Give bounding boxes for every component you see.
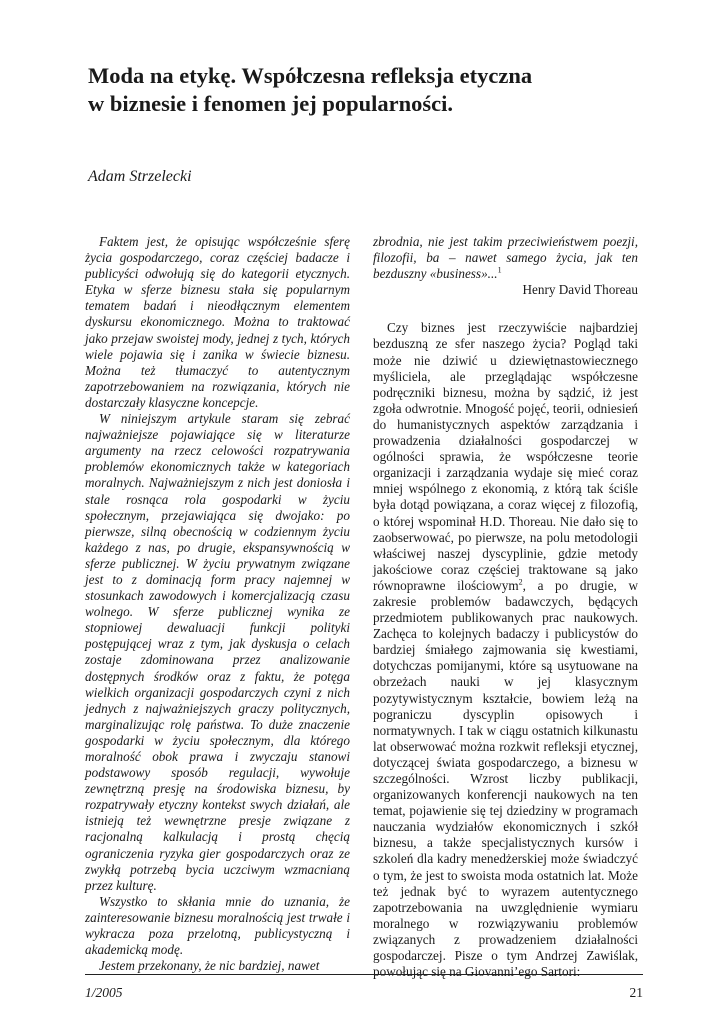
left-column	[85, 234, 350, 974]
issue-number: 1/2005	[85, 985, 123, 1000]
left-paragraph-3: Wszystko to skłania mnie do uznania, że zainteresowanie biznesu moralnością jest trwałe i wykracza poza przelotną, publicystyczną i akademicką modę.	[85, 893, 350, 958]
footer-divider	[85, 974, 643, 975]
left-paragraph-2: W niniejszym artykule staram się zebrać najważniejsze pojawiające się w literaturze argumenty na rzecz celowości rozpatrywania problemów ekonomicznych także w kategoriach moralnych. Najważniejszym z nich jest doniosła i stale rosnąca rola gospodarki w życiu społecznym, przejawiająca się dwojako: po pierwsze, silną obecnością w codziennym życiu każdego z nas, po drugie, ekspansywnością w sferze publicznej. W życiu prywatnym związane jest to z dominacją form pracy najemnej w stosunkach zawodowych i komercjalizacją czasu wolnego. W sferze publicznej wynika ze stopniowej dewaluacji funkcji polityki postępującej wraz z tym, jak dyskusja o celach zostaje zdominowana przez analizowanie dostępnych środków oraz z faktu, że potęga wielkich organizacji gospodarczych czyni z nich jednych z najważniejszych graczy politycznych, marginalizując rolę państwa. To duże znaczenie gospodarki w życiu społecznym, dla którego moralność obok prawa i zwyczaju stanowi podstawowy sposób regulacji, wywołuje zewnętrzną presję na środowiska biznesu, by rozpatrywały etyczny kontekst swych działań, ale istnieją też wewnętrzne presje związane z racjonalną kalkulacją i prostą chęcią ograniczenia ryzyka gier gospodarczych oraz ze zwykłą potrzebą bycia uczciwym wzmacnianą przez kulturę.	[85, 411, 350, 893]
title-line-2: w biznesie i fenomen jej popularności.	[88, 91, 453, 116]
left-paragraph-1: Faktem jest, że opisując współcześnie sferę życia gospodarczego, coraz częściej badacze i publicyści odwołują się do kategorii etycznych. Etyka w sferze biznesu stała się popularnym tematem badań i nieodłącznym elementem dyskursu ekonomicznego. Można to traktować jako przejaw swoistej mody, jednej z tych, których wiele pojawia się i zanika w świecie biznesu. Można też tłumaczyć to autentycznym zapotrzebowaniem na rozwiązania, których nie dostarczały klasyczne koncepcje.	[85, 234, 350, 410]
footnote-ref-2[interactable]: 2	[518, 577, 523, 587]
right-paragraph-1-part-2: , a po drugie, w zakresie problemów badawczych, będących przedmiotem publikowanych prac naukowych. Zachęca to kolejnych badaczy i publicystów do bardziej śmiałego zajmowania się kwestiami, dotychczas pomijanymi, które są usytuowane na obrzeżach nauki w jej klasycznym pozytywistycznym kształcie, bowiem leżą na pograniczu dyscyplin opisowych i normatywnych. I tak w ciągu ostatnich kilkunastu lat obserwować można rozkwit refleksji etycznej, dotyczącej świata gospodarczego, a biznesu w szczególności. Wzrost liczby publikacji, organizowanych konferencji naukowych na ten temat, pojawienie się tej dziedziny w programach nauczania wydziałów ekonomicznych i szkół biznesu, a także specjalistycznych kursów i szkoleń dla kadry menedżerskiej może świadczyć o tym, że jest to swoista moda ostatnich lat. Może też jednak być to wyrazem autentycznego zapotrzebowania na uwzględnienie wymiaru moralnego w rozwiązywaniu problemów związanych z prowadzeniem działalności gospodarczej. Pisze o tym Andrzej Zawiślak, powołując się na Giovanni’ego Sartori:	[373, 577, 638, 980]
footnote-ref-1[interactable]: 1	[497, 265, 502, 275]
title-line-1: Moda na etykę. Współczesna refleksja etyczna	[88, 63, 533, 88]
left-paragraph-4: Jestem przekonany, że nic bardziej, nawet	[99, 958, 320, 974]
article-title	[88, 62, 648, 118]
page-number: 21	[629, 985, 643, 1000]
epigraph-text: zbrodnia, nie jest takim przeciwieństwem poezji, filozofii, ba – nawet samego życia, jak ten bezduszny «business»...	[373, 234, 638, 282]
author-name: Adam Strzelecki	[88, 168, 192, 185]
right-column	[373, 234, 638, 980]
right-paragraph-1-part-1: Czy biznes jest rzeczywiście najbardziej bezduszną ze sfer naszego życia? Pogląd taki może nie dziwić u dziewiętnastowiecznego myśliciela, ale przeglądając współczesne podręczniki biznesu, można by sądzić, iż jest zgoła odwrotnie. Mnogość pojęć, teorii, odniesień do humanistycznych aspektów zarządzania i prowadzenia działalności gospodarczej w ogólności sprawia, że współczesne teorie organizacji i zarządzania wydaje się mieć coraz mniej wspólnego z ekonomią, z którą tak ściśle była dotąd powiązana, a coraz więcej z filozofią, o której wspominał H.D. Thoreau. Nie dało się to zaobserwować, po pierwsze, na polu metodologii właściwej naszej dyscyplinie, gdzie metody jakościowe coraz częściej traktowane są jako równoprawne ilościowym	[373, 320, 638, 593]
epigraph-quote	[373, 234, 638, 282]
epigraph-attribution: Henry David Thoreau	[522, 282, 638, 298]
right-paragraph-1	[373, 320, 638, 980]
